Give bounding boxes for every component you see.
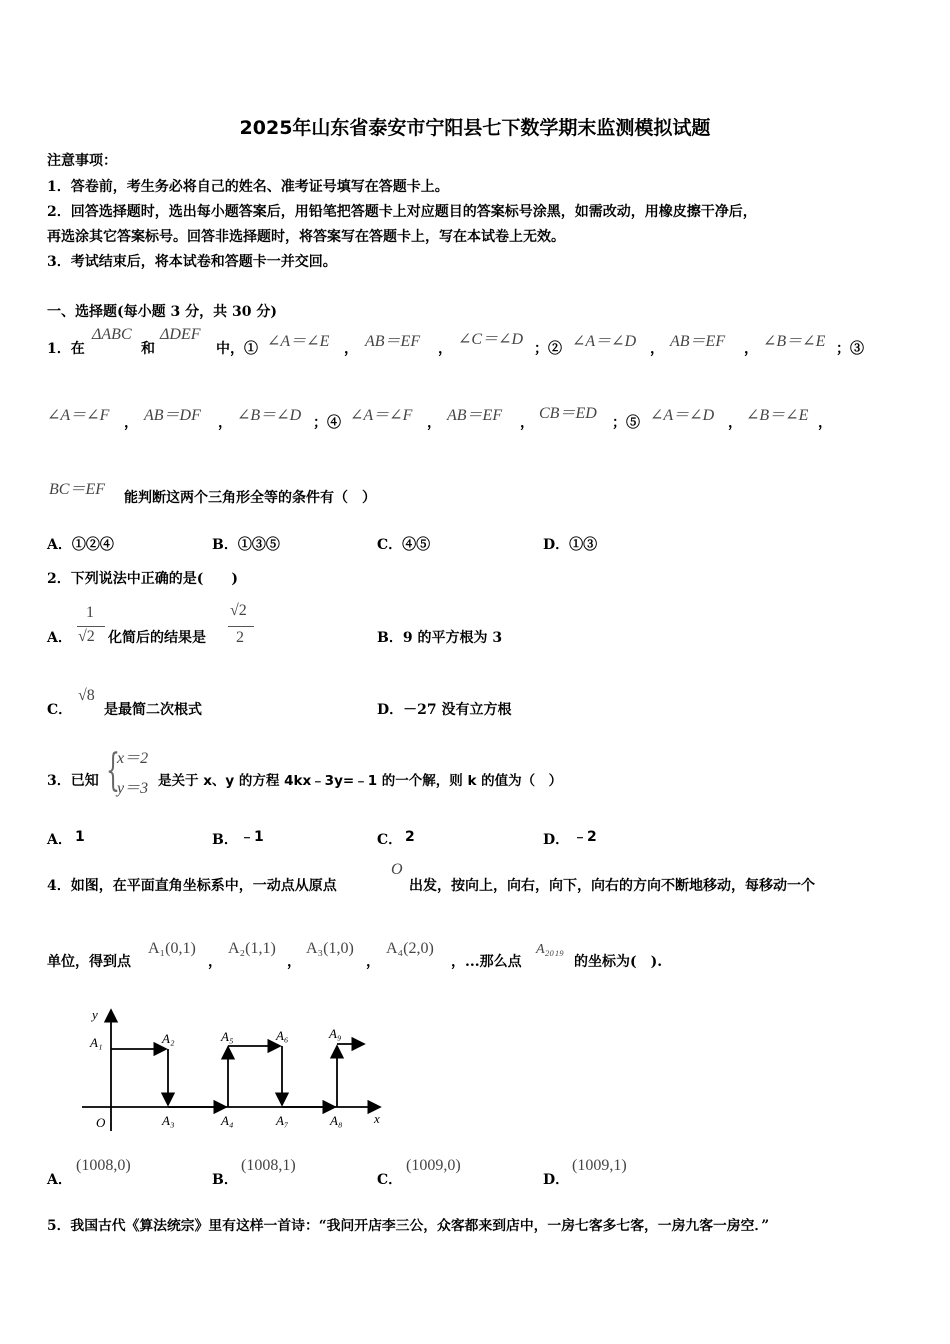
comma: ， xyxy=(287,954,301,970)
q1-cond-2b: AB＝EF xyxy=(670,333,726,350)
point-label-a4: A₄ xyxy=(221,1113,234,1128)
q3-number: 3．已知 xyxy=(47,773,99,789)
q1-option-d[interactable]: D．①③ xyxy=(543,537,598,553)
comma: ， xyxy=(438,341,452,357)
point-label-a9: A₉ xyxy=(329,1026,342,1041)
q4-line-1b: 出发，按向上，向右，向下，向右的方向不断地移动，每移动一个 xyxy=(409,878,815,894)
q2-option-c-label[interactable]: C． xyxy=(47,702,73,718)
comma: ， xyxy=(366,954,380,970)
q2-a-numerator-2: √2 xyxy=(230,602,247,619)
notice-item-2b: 再选涂其它答案标号。回答非选择题时，将答案写在答题卡上，写在本试卷上无效。 xyxy=(47,229,565,245)
q4-line-2c: 的坐标为( ). xyxy=(574,954,663,970)
fraction-bar xyxy=(77,626,105,627)
origin-label: O xyxy=(96,1115,106,1130)
point-label-a2: A₂ xyxy=(162,1031,175,1046)
comma: ， xyxy=(728,415,742,431)
q1-cond-3c: ∠B＝∠D xyxy=(237,407,302,424)
q3-eq-1: x＝2 xyxy=(117,750,149,767)
q1-and: 和 xyxy=(141,341,155,357)
comma: ， xyxy=(744,341,758,357)
q2-a-denominator: √2 xyxy=(78,628,95,645)
q1-triangle-abc: ΔABC xyxy=(92,326,132,343)
notice-item-1: 1．答卷前，考生务必将自己的姓名、准考证号填写在答题卡上。 xyxy=(47,179,449,195)
q2-stem: 2．下列说法中正确的是( ) xyxy=(47,571,238,587)
q3-text: 是关于 x、y 的方程 4kx﹣3y=﹣1 的一个解，则 k 的值为（ ） xyxy=(158,773,563,789)
q1-tail: 能判断这两个三角形全等的条件有（ ） xyxy=(124,490,376,506)
q3-option-b-value: ﹣1 xyxy=(240,829,264,845)
q3-option-c-value: 2 xyxy=(405,829,415,845)
q5-stem: 5．我国古代《算法统宗》里有这样一首诗：“我问开店李三公，众客都来到店中，一房七客多七客，一房九客一房空．” xyxy=(47,1218,770,1234)
q3-option-a-value: 1 xyxy=(75,829,85,845)
q1-cond-4a: ∠A＝∠F xyxy=(350,407,413,424)
comma: ， xyxy=(344,341,358,357)
q4-option-c-label[interactable]: C． xyxy=(377,1172,403,1188)
point-label-a6: A₆ xyxy=(276,1028,289,1043)
q1-option-c[interactable]: C．④⑤ xyxy=(377,537,431,553)
q2-a-text: 化简后的结果是 xyxy=(108,630,206,646)
q4-target-point: A₂₀₁₉ xyxy=(536,942,565,957)
q1-cond-4b: AB＝EF xyxy=(447,407,503,424)
q1-cond-3b: AB＝DF xyxy=(144,407,201,424)
q4-line-2a: 单位，得到点 xyxy=(47,954,131,970)
q1-triangle-def: ΔDEF xyxy=(160,326,201,343)
q2-c-text: 是最简二次根式 xyxy=(104,702,202,718)
q4-option-b-label[interactable]: B． xyxy=(212,1172,238,1188)
notice-heading: 注意事项： xyxy=(47,153,117,169)
q2-option-a-label[interactable]: A． xyxy=(47,630,72,646)
fraction-bar xyxy=(228,626,254,627)
q3-eq-2: y＝3 xyxy=(117,780,149,797)
q4-coordinate-figure xyxy=(80,1003,390,1133)
q1-marker-3: ；③ xyxy=(836,341,864,357)
q4-option-b-value: (1008,1) xyxy=(241,1157,296,1174)
q1-cond-5a: ∠A＝∠D xyxy=(650,407,715,424)
q4-point-a4: A₄(2,0) xyxy=(386,940,434,957)
section-heading: 一、选择题(每小题 3 分，共 30 分) xyxy=(47,304,277,320)
point-label-a3: A₃ xyxy=(162,1113,175,1128)
y-axis-label: y xyxy=(92,1007,98,1022)
q4-line-1a: 4．如图，在平面直角坐标系中，一动点从原点 xyxy=(47,878,337,894)
q3-option-c-label[interactable]: C． xyxy=(377,832,403,848)
comma: ， xyxy=(650,341,664,357)
q2-c-radical: √8 xyxy=(78,687,95,704)
q1-cond-4c: CB＝ED xyxy=(539,405,597,422)
q1-cond-2c: ∠B＝∠E xyxy=(763,333,826,350)
q2-a-numerator: 1 xyxy=(86,604,94,621)
q4-option-d-label[interactable]: D． xyxy=(543,1172,570,1188)
point-label-a1: A₁ xyxy=(90,1035,103,1050)
q1-mid: 中，① xyxy=(216,341,258,357)
q4-option-a-value: (1008,0) xyxy=(76,1157,131,1174)
q2-a-denominator-2: 2 xyxy=(236,629,244,646)
x-axis-label: x xyxy=(374,1111,380,1126)
comma: ， xyxy=(520,415,534,431)
notice-item-2a: 2．回答选择题时，选出每小题答案后，用铅笔把答题卡上对应题目的答案标号涂黑，如需改动，用橡皮擦干净后， xyxy=(47,204,757,220)
q4-line-2b: ，...那么点 xyxy=(451,954,522,970)
q3-option-d-value: ﹣2 xyxy=(573,829,597,845)
q1-cond-5b: ∠B＝∠E xyxy=(746,407,809,424)
comma: ， xyxy=(218,415,232,431)
q1-cond-3a: ∠A＝∠F xyxy=(47,407,110,424)
q4-option-d-value: (1009,1) xyxy=(572,1157,627,1174)
q1-cond-2a: ∠A＝∠D xyxy=(572,333,637,350)
comma: ， xyxy=(208,954,222,970)
comma: ， xyxy=(818,415,832,431)
q4-option-a-label[interactable]: A． xyxy=(47,1172,72,1188)
q1-option-a[interactable]: A．①②④ xyxy=(47,537,114,553)
q3-option-a-label[interactable]: A． xyxy=(47,832,72,848)
notice-item-3: 3．考试结束后，将本试卷和答题卡一并交回。 xyxy=(47,254,337,270)
q4-option-c-value: (1009,0) xyxy=(406,1157,461,1174)
q4-point-a3: A₃(1,0) xyxy=(306,940,354,957)
point-label-a5: A₅ xyxy=(221,1029,234,1044)
q1-cond-1b: AB＝EF xyxy=(365,333,421,350)
point-label-a7: A₇ xyxy=(276,1113,289,1128)
q1-cond-1a: ∠A＝∠E xyxy=(267,333,330,350)
comma: ， xyxy=(427,415,441,431)
q4-point-a1: A₁(0,1) xyxy=(148,940,196,957)
q1-number: 1．在 xyxy=(47,341,85,357)
q1-cond-1c: ∠C＝∠D xyxy=(458,331,524,348)
q2-option-d[interactable]: D．－27 没有立方根 xyxy=(377,702,512,718)
point-label-a8: A₈ xyxy=(330,1113,343,1128)
q4-point-a2: A₂(1,1) xyxy=(228,940,276,957)
comma: ， xyxy=(124,415,138,431)
brace-icon: { xyxy=(106,745,120,796)
q3-option-d-label[interactable]: D． xyxy=(543,832,570,848)
q1-marker-5: ；⑤ xyxy=(612,415,640,431)
q3-option-b-label[interactable]: B． xyxy=(212,832,238,848)
q4-origin-o: O xyxy=(391,861,403,878)
page-title: 2025年山东省泰安市宁阳县七下数学期末监测模拟试题 xyxy=(239,117,711,139)
q1-option-b[interactable]: B．①③⑤ xyxy=(212,537,280,553)
q1-marker-2: ；② xyxy=(534,341,562,357)
q1-cond-5c: BC＝EF xyxy=(49,481,105,498)
q2-option-b[interactable]: B．9 的平方根为 3 xyxy=(377,630,503,646)
q1-marker-4: ；④ xyxy=(313,415,341,431)
